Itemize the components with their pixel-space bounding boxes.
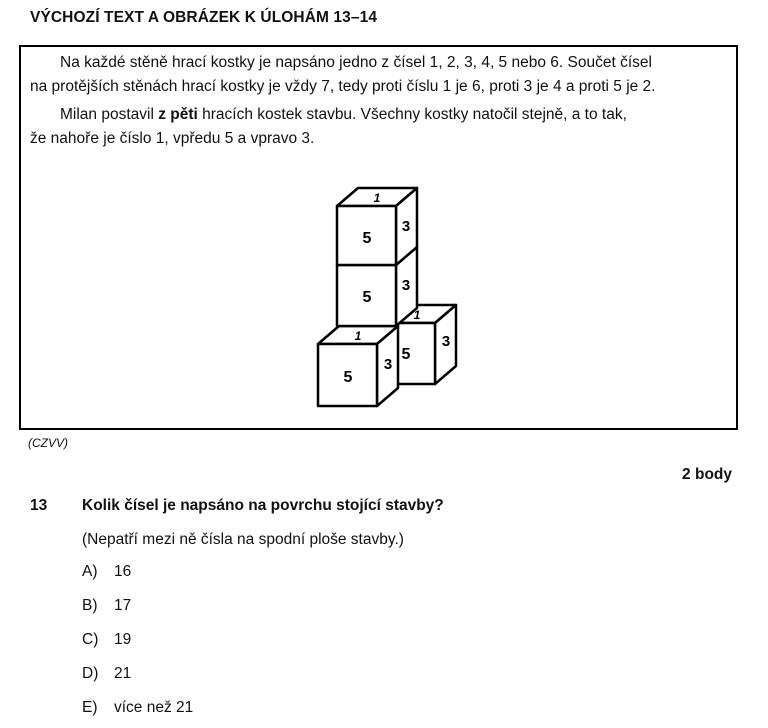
option-text: 16 xyxy=(114,563,132,580)
answer-option-a[interactable] xyxy=(82,563,131,581)
dice-structure-figure xyxy=(297,185,487,415)
intro-line: Na každé stěně hrací kostky je napsáno jedno z čísel 1, 2, 3, 4, 5 nebo 6. Součet čísel xyxy=(60,54,652,71)
answer-option-b[interactable] xyxy=(82,597,131,615)
intro-text: hracích kostek stavbu. Všechny kostky natočil stejně, a to tak, xyxy=(197,106,627,123)
face-label-top: 1 xyxy=(373,191,381,205)
face-label-top: 1 xyxy=(413,308,421,322)
face-label-right: 3 xyxy=(401,218,411,235)
intro-line: že nahoře je číslo 1, vpředu 5 a vpravo 3. xyxy=(30,130,315,147)
face-label-front: 5 xyxy=(401,346,411,363)
option-text: 17 xyxy=(114,597,132,614)
intro-frame xyxy=(19,45,738,430)
intro-text: Milan postavil xyxy=(60,106,159,123)
option-letter: B) xyxy=(82,597,98,614)
option-text: 21 xyxy=(114,665,132,682)
answer-option-d[interactable] xyxy=(82,665,131,683)
option-letter: C) xyxy=(82,631,99,648)
option-letter: A) xyxy=(82,563,98,580)
face-label-right: 3 xyxy=(401,277,411,294)
option-letter: E) xyxy=(82,699,98,716)
option-letter: D) xyxy=(82,665,99,682)
option-text: více než 21 xyxy=(114,699,194,716)
answer-option-e[interactable] xyxy=(82,699,193,717)
question-text: Kolik čísel je napsáno na povrchu stojící stavby? xyxy=(82,497,444,514)
face-label-front: 5 xyxy=(343,369,353,386)
face-label-top: 1 xyxy=(354,329,362,343)
question-number: 13 xyxy=(30,497,48,514)
points-label: 2 body xyxy=(682,466,732,483)
face-label-front: 5 xyxy=(362,230,372,247)
section-heading: VÝCHOZÍ TEXT A OBRÁZEK K ÚLOHÁM 13–14 xyxy=(30,9,378,26)
question-note: (Nepatří mezi ně čísla na spodní ploše stavby.) xyxy=(82,531,404,548)
intro-line xyxy=(30,103,730,127)
source-note: (CZVV) xyxy=(28,436,68,450)
option-text: 19 xyxy=(114,631,132,648)
intro-paragraph-2 xyxy=(30,103,730,151)
intro-paragraph-1 xyxy=(30,51,730,99)
face-label-right: 3 xyxy=(441,333,451,350)
intro-line: na protějších stěnách hrací kostky je vždy 7, tedy proti číslu 1 je 6, proti 3 je 4 a proti 5 je 2. xyxy=(30,78,656,95)
face-label-front: 5 xyxy=(362,289,372,306)
intro-bold: z pěti xyxy=(158,106,198,123)
answer-option-c[interactable] xyxy=(82,631,131,649)
face-label-right: 3 xyxy=(383,356,393,373)
